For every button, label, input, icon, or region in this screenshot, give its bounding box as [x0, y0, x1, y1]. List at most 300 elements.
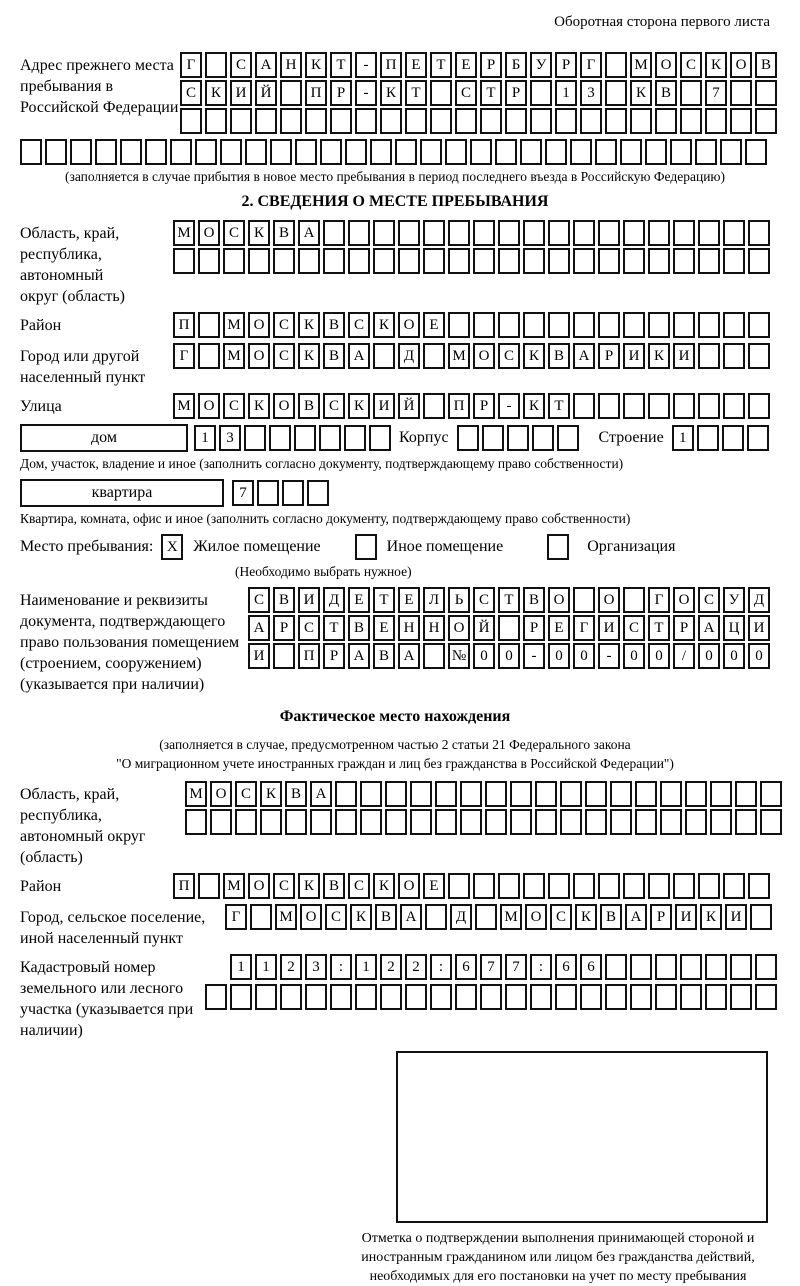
- char-box: [698, 220, 720, 246]
- char-box: 7: [505, 954, 527, 980]
- char-box: 0: [748, 643, 770, 669]
- char-box: В: [323, 312, 345, 338]
- char-box: [269, 425, 291, 451]
- section3-caption-line2: "О миграционном учете иностранных граждан и лиц без гражданства в Российской Федерации"): [116, 756, 674, 771]
- char-box: В: [755, 52, 777, 78]
- char-box: [523, 312, 545, 338]
- char-box: К: [205, 80, 227, 106]
- char-box: С: [473, 587, 495, 613]
- stroenie-label: Строение: [598, 429, 664, 446]
- char-box: [475, 904, 497, 930]
- char-box: С: [550, 904, 572, 930]
- char-box: В: [298, 393, 320, 419]
- char-box: [244, 425, 266, 451]
- field-gorod-fact: [20, 904, 770, 949]
- char-box: 3: [305, 954, 327, 980]
- char-box: [420, 139, 442, 165]
- char-box: [548, 873, 570, 899]
- char-box: Й: [255, 80, 277, 106]
- char-box: О: [655, 52, 677, 78]
- cell-row: [173, 220, 770, 246]
- option-zhiloe-label: Жилое помещение: [193, 538, 321, 555]
- char-box: [310, 809, 332, 835]
- char-box: Г: [173, 343, 195, 369]
- char-box: Р: [480, 52, 502, 78]
- char-box: В: [273, 587, 295, 613]
- char-box: [285, 809, 307, 835]
- char-box: [385, 781, 407, 807]
- char-box: С: [455, 80, 477, 106]
- prev-address-caption: (заполняется в случае прибытия в новое место пребывания в период последнего въезда в Российскую Федерацию): [64, 169, 726, 184]
- oblast-fact-label: Область, край, республика, автономный округ (область): [20, 786, 146, 866]
- char-box: 0: [473, 643, 495, 669]
- char-box: 2: [280, 954, 302, 980]
- char-box: А: [398, 643, 420, 669]
- char-box: К: [523, 393, 545, 419]
- char-box: [485, 781, 507, 807]
- char-box: А: [400, 904, 422, 930]
- char-box: 0: [648, 643, 670, 669]
- char-box: М: [223, 343, 245, 369]
- char-box: [510, 809, 532, 835]
- option-organizatsiya-label: Организация: [587, 538, 676, 555]
- char-box: [630, 984, 652, 1010]
- char-box: С: [273, 343, 295, 369]
- char-box: 0: [548, 643, 570, 669]
- char-box: [623, 873, 645, 899]
- char-box: [473, 312, 495, 338]
- char-box: [680, 954, 702, 980]
- char-box: [680, 108, 702, 134]
- char-box: [748, 248, 770, 274]
- char-box: [723, 393, 745, 419]
- char-box: [307, 480, 329, 506]
- dom-box: дом: [20, 424, 188, 452]
- char-box: [498, 873, 520, 899]
- char-box: Д: [398, 343, 420, 369]
- char-box: [455, 108, 477, 134]
- char-box: К: [298, 873, 320, 899]
- char-box: [95, 139, 117, 165]
- char-box: [430, 984, 452, 1010]
- char-box: О: [398, 873, 420, 899]
- char-box: [373, 343, 395, 369]
- char-box: О: [525, 904, 547, 930]
- cell-row: [248, 643, 770, 669]
- char-box: Д: [748, 587, 770, 613]
- char-box: [230, 984, 252, 1010]
- cell-row: [180, 108, 777, 134]
- char-box: [557, 425, 579, 451]
- char-box: [435, 809, 457, 835]
- char-box: [722, 425, 744, 451]
- char-box: [655, 954, 677, 980]
- char-box: Р: [650, 904, 672, 930]
- char-box: В: [373, 643, 395, 669]
- char-box: [573, 873, 595, 899]
- char-box: [695, 139, 717, 165]
- section3-caption-line1: (заполняется в случае, предусмотренном частью 2 статьи 21 Федерального закона: [159, 737, 631, 752]
- char-box: [680, 80, 702, 106]
- char-box: Г: [580, 52, 602, 78]
- char-box: [523, 220, 545, 246]
- char-box: [335, 781, 357, 807]
- char-box: А: [248, 615, 270, 641]
- char-box: 0: [723, 643, 745, 669]
- char-box: Н: [423, 615, 445, 641]
- char-box: [373, 248, 395, 274]
- char-box: [360, 809, 382, 835]
- char-box: 0: [698, 643, 720, 669]
- char-box: [705, 108, 727, 134]
- char-box: 7: [705, 80, 727, 106]
- char-box: [610, 781, 632, 807]
- prev-address-label: Адрес прежнего места пребывания в Российской Федерации: [20, 57, 179, 116]
- char-box: С: [230, 52, 252, 78]
- char-box: М: [630, 52, 652, 78]
- char-box: [520, 139, 542, 165]
- char-box: К: [348, 393, 370, 419]
- char-box: Е: [423, 312, 445, 338]
- gorod-fact-cells: [225, 904, 772, 930]
- char-box: М: [448, 343, 470, 369]
- char-box: 7: [480, 954, 502, 980]
- char-box: [380, 108, 402, 134]
- section2-title: 2. СВЕДЕНИЯ О МЕСТЕ ПРЕБЫВАНИЯ: [241, 193, 549, 210]
- char-box: [560, 809, 582, 835]
- char-box: [623, 312, 645, 338]
- char-box: [530, 108, 552, 134]
- char-box: [748, 873, 770, 899]
- char-box: [560, 781, 582, 807]
- oblast-cells: [173, 220, 770, 274]
- cell-row: [248, 587, 770, 613]
- char-box: О: [598, 587, 620, 613]
- char-box: Р: [523, 615, 545, 641]
- char-box: А: [348, 643, 370, 669]
- char-box: [648, 248, 670, 274]
- char-box: С: [698, 587, 720, 613]
- char-box: В: [600, 904, 622, 930]
- char-box: В: [323, 873, 345, 899]
- char-box: 6: [455, 954, 477, 980]
- char-box: [598, 248, 620, 274]
- char-box: О: [248, 312, 270, 338]
- char-box: [548, 220, 570, 246]
- char-box: Р: [505, 80, 527, 106]
- char-box: [423, 393, 445, 419]
- dom-cells: [194, 425, 391, 451]
- char-box: И: [298, 587, 320, 613]
- char-box: Т: [405, 80, 427, 106]
- char-box: [673, 220, 695, 246]
- char-box: О: [248, 343, 270, 369]
- char-box: О: [448, 615, 470, 641]
- char-box: О: [548, 587, 570, 613]
- char-box: [250, 904, 272, 930]
- char-box: К: [248, 220, 270, 246]
- char-box: Р: [673, 615, 695, 641]
- cell-row: [180, 52, 777, 78]
- char-box: [755, 954, 777, 980]
- char-box: [173, 248, 195, 274]
- char-box: К: [350, 904, 372, 930]
- char-box: [320, 139, 342, 165]
- char-box: С: [348, 873, 370, 899]
- kadastr-cells: [205, 954, 777, 1010]
- char-box: [430, 80, 452, 106]
- char-box: К: [298, 312, 320, 338]
- char-box: 1: [672, 425, 694, 451]
- char-box: [305, 984, 327, 1010]
- char-box: [230, 108, 252, 134]
- char-box: Р: [598, 343, 620, 369]
- char-box: [260, 809, 282, 835]
- char-box: В: [323, 343, 345, 369]
- char-box: Т: [548, 393, 570, 419]
- char-box: [605, 984, 627, 1010]
- char-box: [748, 343, 770, 369]
- char-box: [623, 393, 645, 419]
- raion-fact-label: Район: [20, 878, 62, 895]
- raion-cells: [173, 312, 770, 338]
- char-box: -: [498, 393, 520, 419]
- char-box: К: [705, 52, 727, 78]
- char-box: :: [430, 954, 452, 980]
- char-box: [294, 425, 316, 451]
- char-box: В: [375, 904, 397, 930]
- char-box: К: [648, 343, 670, 369]
- char-box: [410, 781, 432, 807]
- char-box: [473, 248, 495, 274]
- char-box: [680, 984, 702, 1010]
- char-box: [455, 984, 477, 1010]
- korpus-cells: [457, 425, 579, 451]
- mesto-row: [20, 534, 770, 560]
- char-box: В: [548, 343, 570, 369]
- char-box: [548, 248, 570, 274]
- char-box: Т: [480, 80, 502, 106]
- char-box: П: [173, 312, 195, 338]
- char-box: [645, 139, 667, 165]
- section3-title: Фактическое место нахождения: [279, 708, 511, 725]
- char-box: П: [380, 52, 402, 78]
- char-box: С: [323, 393, 345, 419]
- char-box: [620, 139, 642, 165]
- field-oblast-fact: [20, 781, 770, 868]
- char-box: [598, 312, 620, 338]
- char-box: [648, 873, 670, 899]
- char-box: О: [473, 343, 495, 369]
- char-box: [648, 312, 670, 338]
- char-box: [555, 984, 577, 1010]
- char-box: Т: [330, 52, 352, 78]
- char-box: К: [373, 312, 395, 338]
- char-box: Е: [348, 587, 370, 613]
- char-box: [270, 139, 292, 165]
- char-box: 0: [623, 643, 645, 669]
- char-box: [705, 954, 727, 980]
- char-box: [460, 809, 482, 835]
- char-box: [280, 984, 302, 1010]
- char-box: [648, 393, 670, 419]
- char-box: [635, 781, 657, 807]
- char-box: [348, 248, 370, 274]
- char-box: [425, 904, 447, 930]
- char-box: [330, 108, 352, 134]
- dom-row: [20, 424, 770, 452]
- char-box: [570, 139, 592, 165]
- char-box: [498, 248, 520, 274]
- char-box: 2: [405, 954, 427, 980]
- char-box: В: [655, 80, 677, 106]
- char-box: О: [198, 220, 220, 246]
- char-box: М: [223, 873, 245, 899]
- char-box: [410, 809, 432, 835]
- char-box: С: [680, 52, 702, 78]
- char-box: :: [330, 954, 352, 980]
- char-box: [760, 809, 782, 835]
- char-box: [748, 312, 770, 338]
- char-box: 1: [230, 954, 252, 980]
- char-box: 7: [232, 480, 254, 506]
- char-box: [448, 873, 470, 899]
- char-box: М: [223, 312, 245, 338]
- char-box: 3: [580, 80, 602, 106]
- prev-address-cells: [180, 52, 777, 134]
- char-box: [223, 248, 245, 274]
- char-box: Е: [405, 52, 427, 78]
- char-box: [482, 425, 504, 451]
- char-box: О: [198, 393, 220, 419]
- char-box: С: [235, 781, 257, 807]
- field-oblast: [20, 220, 770, 307]
- char-box: Е: [455, 52, 477, 78]
- cell-row: [248, 615, 770, 641]
- raion-label: Район: [20, 317, 62, 334]
- checkbox-organizatsiya: [547, 534, 569, 560]
- char-box: В: [348, 615, 370, 641]
- document-label: Наименование и реквизиты документа, подтверждающего право пользования помещением (строением, сооружением) (указывается при наличии): [20, 592, 240, 693]
- char-box: Д: [450, 904, 472, 930]
- char-box: У: [530, 52, 552, 78]
- field-document: [20, 587, 770, 695]
- char-box: [605, 52, 627, 78]
- char-box: П: [298, 643, 320, 669]
- char-box: [723, 312, 745, 338]
- field-kadastr: [20, 954, 770, 1041]
- char-box: К: [373, 873, 395, 899]
- cell-row: [173, 248, 770, 274]
- char-box: [505, 108, 527, 134]
- char-box: [319, 425, 341, 451]
- char-box: [170, 139, 192, 165]
- char-box: [344, 425, 366, 451]
- char-box: М: [173, 220, 195, 246]
- char-box: П: [305, 80, 327, 106]
- char-box: [335, 809, 357, 835]
- char-box: [747, 425, 769, 451]
- gorod-label: Город или другой населенный пункт: [20, 348, 146, 386]
- char-box: -: [523, 643, 545, 669]
- char-box: К: [260, 781, 282, 807]
- char-box: [545, 139, 567, 165]
- char-box: 0: [573, 643, 595, 669]
- char-box: [255, 984, 277, 1010]
- char-box: [180, 108, 202, 134]
- char-box: [245, 139, 267, 165]
- checkbox-zhiloe: X: [161, 534, 183, 560]
- char-box: [348, 220, 370, 246]
- char-box: [673, 312, 695, 338]
- char-box: И: [623, 343, 645, 369]
- char-box: [595, 139, 617, 165]
- char-box: [573, 312, 595, 338]
- char-box: М: [500, 904, 522, 930]
- char-box: [395, 139, 417, 165]
- prev-address-overflow-row: [20, 139, 770, 165]
- char-box: [655, 108, 677, 134]
- char-box: Д: [323, 587, 345, 613]
- field-ulitsa: [20, 393, 770, 419]
- char-box: [280, 108, 302, 134]
- char-box: [280, 80, 302, 106]
- char-box: [369, 425, 391, 451]
- char-box: [470, 139, 492, 165]
- char-box: С: [498, 343, 520, 369]
- char-box: [248, 248, 270, 274]
- char-box: [710, 809, 732, 835]
- char-box: [480, 984, 502, 1010]
- char-box: [720, 139, 742, 165]
- char-box: Е: [373, 615, 395, 641]
- char-box: Г: [573, 615, 595, 641]
- char-box: С: [273, 873, 295, 899]
- char-box: М: [275, 904, 297, 930]
- char-box: [355, 108, 377, 134]
- char-box: [20, 139, 42, 165]
- char-box: 0: [498, 643, 520, 669]
- raion-fact-cells: [173, 873, 770, 899]
- char-box: Е: [548, 615, 570, 641]
- char-box: К: [523, 343, 545, 369]
- char-box: [257, 480, 279, 506]
- char-box: [585, 809, 607, 835]
- field-prev-address: [20, 52, 770, 134]
- char-box: [273, 643, 295, 669]
- cell-row: [180, 80, 777, 106]
- char-box: [730, 984, 752, 1010]
- oblast-label: Область, край, республика, автономный округ (область): [20, 225, 125, 305]
- char-box: [605, 108, 627, 134]
- char-box: [760, 781, 782, 807]
- char-box: /: [673, 643, 695, 669]
- char-box: [45, 139, 67, 165]
- char-box: [423, 343, 445, 369]
- char-box: А: [310, 781, 332, 807]
- cell-row: [185, 809, 782, 835]
- stroenie-cells: [672, 425, 769, 451]
- char-box: [535, 809, 557, 835]
- char-box: [580, 984, 602, 1010]
- char-box: И: [675, 904, 697, 930]
- char-box: К: [700, 904, 722, 930]
- ulitsa-label: Улица: [20, 398, 62, 415]
- char-box: Г: [225, 904, 247, 930]
- checkbox-inoe: [355, 534, 377, 560]
- char-box: [755, 80, 777, 106]
- char-box: -: [355, 80, 377, 106]
